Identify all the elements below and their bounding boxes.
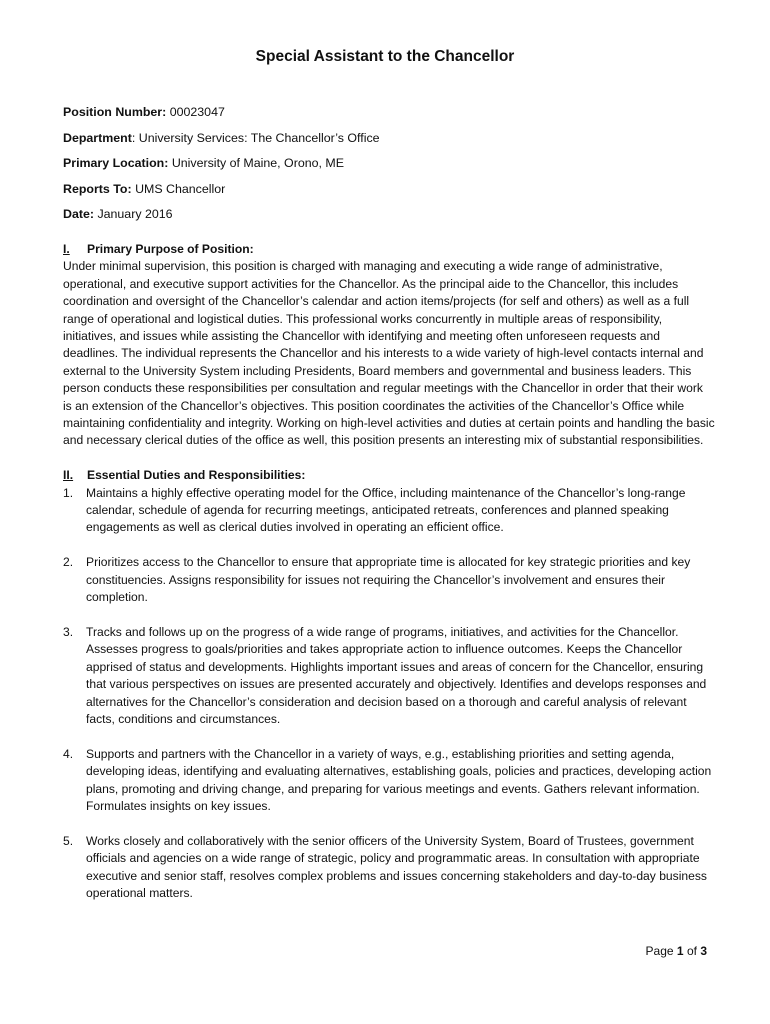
total-pages: 3 (700, 944, 707, 958)
field-value: : University Services: The Chancellor’s Office (131, 131, 380, 145)
field-label: Department (63, 131, 132, 145)
list-item (63, 746, 715, 816)
item-text: Maintains a highly effective operating model for the Office, including maintenance of the Chancellor’s long-range calendar, schedule of agenda for recurring meetings, anticipated retreats, conferences and planned speaking engagements as well as clerical duties involved in operating an efficient office. (86, 485, 686, 535)
document-body (63, 241, 715, 920)
field-label: Reports To: (63, 182, 132, 196)
item-number: 4. (63, 746, 74, 761)
section-heading-purpose (63, 241, 715, 258)
item-text: Tracks and follows up on the progress of a wide range of programs, initiatives, and activities for the Chancellor. Assesses progress to goals/priorities and takes appropriate action to influence outcomes. Keeps the Chancellor apprised of status and developments. Highlights important issues and areas of concern for the Chancellor, ensuring that various perspectives on issues are presented accurately and objectively. Identifies and develops responses and alternatives for the Chancellor’s consideration and decision based on a thorough and careful analysis of relevant facts, conditions and circumstances. (86, 624, 707, 726)
duties-list (63, 485, 715, 903)
field-value: 00023047 (169, 105, 225, 119)
section-title: Essential Duties and Responsibilities: (87, 468, 306, 483)
primary-location-field (63, 156, 344, 170)
field-value: January 2016 (97, 207, 173, 221)
date-field (63, 207, 173, 221)
reports-to-field (63, 182, 225, 196)
page-number (646, 944, 707, 958)
position-number-field (63, 105, 225, 119)
item-text: Works closely and collaboratively with the senior officers of the University System, Board of Trustees, government officials and agencies on a wide range of strategic, policy and programmatic areas. In consultation with appropriate executive and senior staff, resolves complex problems and issues concerning stakeholders and day-to-day business operational matters. (86, 833, 707, 900)
purpose-paragraph: Under minimal supervision, this position is charged with managing and executing a wide range of administrative, operational, and executive support activities for the Chancellor. As the principal aide to the Chancellor, this includes coordination and oversight of the Chancellor’s calendar and action items/projects (for self and others) as well as a full range of operational and logistical duties. This professional works concurrently in multiple areas of responsibility, initiatives, and issues while assisting the Chancellor with identifying and meeting often unforeseen requests and deadlines. The individual represents the Chancellor and his interests to a wide variety of high-level contacts internal and external to the University System including Presidents, Board members and governmental and business leaders. This person conducts these responsibilities per consultation and regular meetings with the Chancellor in order that their work is an extension of the Chancellor’s objectives. This position coordinates the activities of the Chancellor’s Office while maintaining confidentiality and integrity. Working on high-level activities and duties at certain points and handling the basic and necessary clerical duties of the office as well, this position presents an interesting mix of substantial responsibilities. (63, 259, 715, 448)
field-value: University of Maine, Orono, ME (171, 156, 344, 170)
list-item (63, 624, 715, 728)
document-title: Special Assistant to the Chancellor (255, 48, 515, 65)
section-number: I. (63, 242, 70, 256)
item-text: Supports and partners with the Chancellor in a variety of ways, e.g., establishing priorities and setting agenda, developing ideas, identifying and evaluating alternatives, establishing goals, policies and practices, developing action plans, promoting and driving change, and preparing for various meetings and events. Gathers relevant information. Formulates insights on key issues. (86, 746, 712, 813)
item-number: 1. (63, 485, 74, 500)
list-item (63, 554, 715, 606)
section-heading-duties (63, 467, 715, 484)
section-number: II. (63, 468, 74, 483)
of-word: of (686, 944, 697, 958)
list-item (63, 485, 715, 537)
department-field (63, 131, 380, 145)
item-number: 5. (63, 833, 74, 848)
field-label: Position Number: (63, 105, 167, 119)
section-title: Primary Purpose of Position: (87, 242, 254, 256)
field-label: Primary Location: (63, 156, 169, 170)
current-page: 1 (676, 944, 684, 958)
list-item (63, 833, 715, 903)
item-number: 2. (63, 555, 74, 570)
field-value: UMS Chancellor (135, 182, 226, 196)
page-word: Page (645, 944, 674, 958)
item-number: 3. (63, 624, 74, 639)
field-label: Date: (63, 207, 94, 221)
item-text: Prioritizes access to the Chancellor to ensure that appropriate time is allocated for key strategic priorities and key constituencies. Assigns responsibility for issues not requiring the Chancellor’s involvement and ensures their completion. (86, 555, 691, 605)
